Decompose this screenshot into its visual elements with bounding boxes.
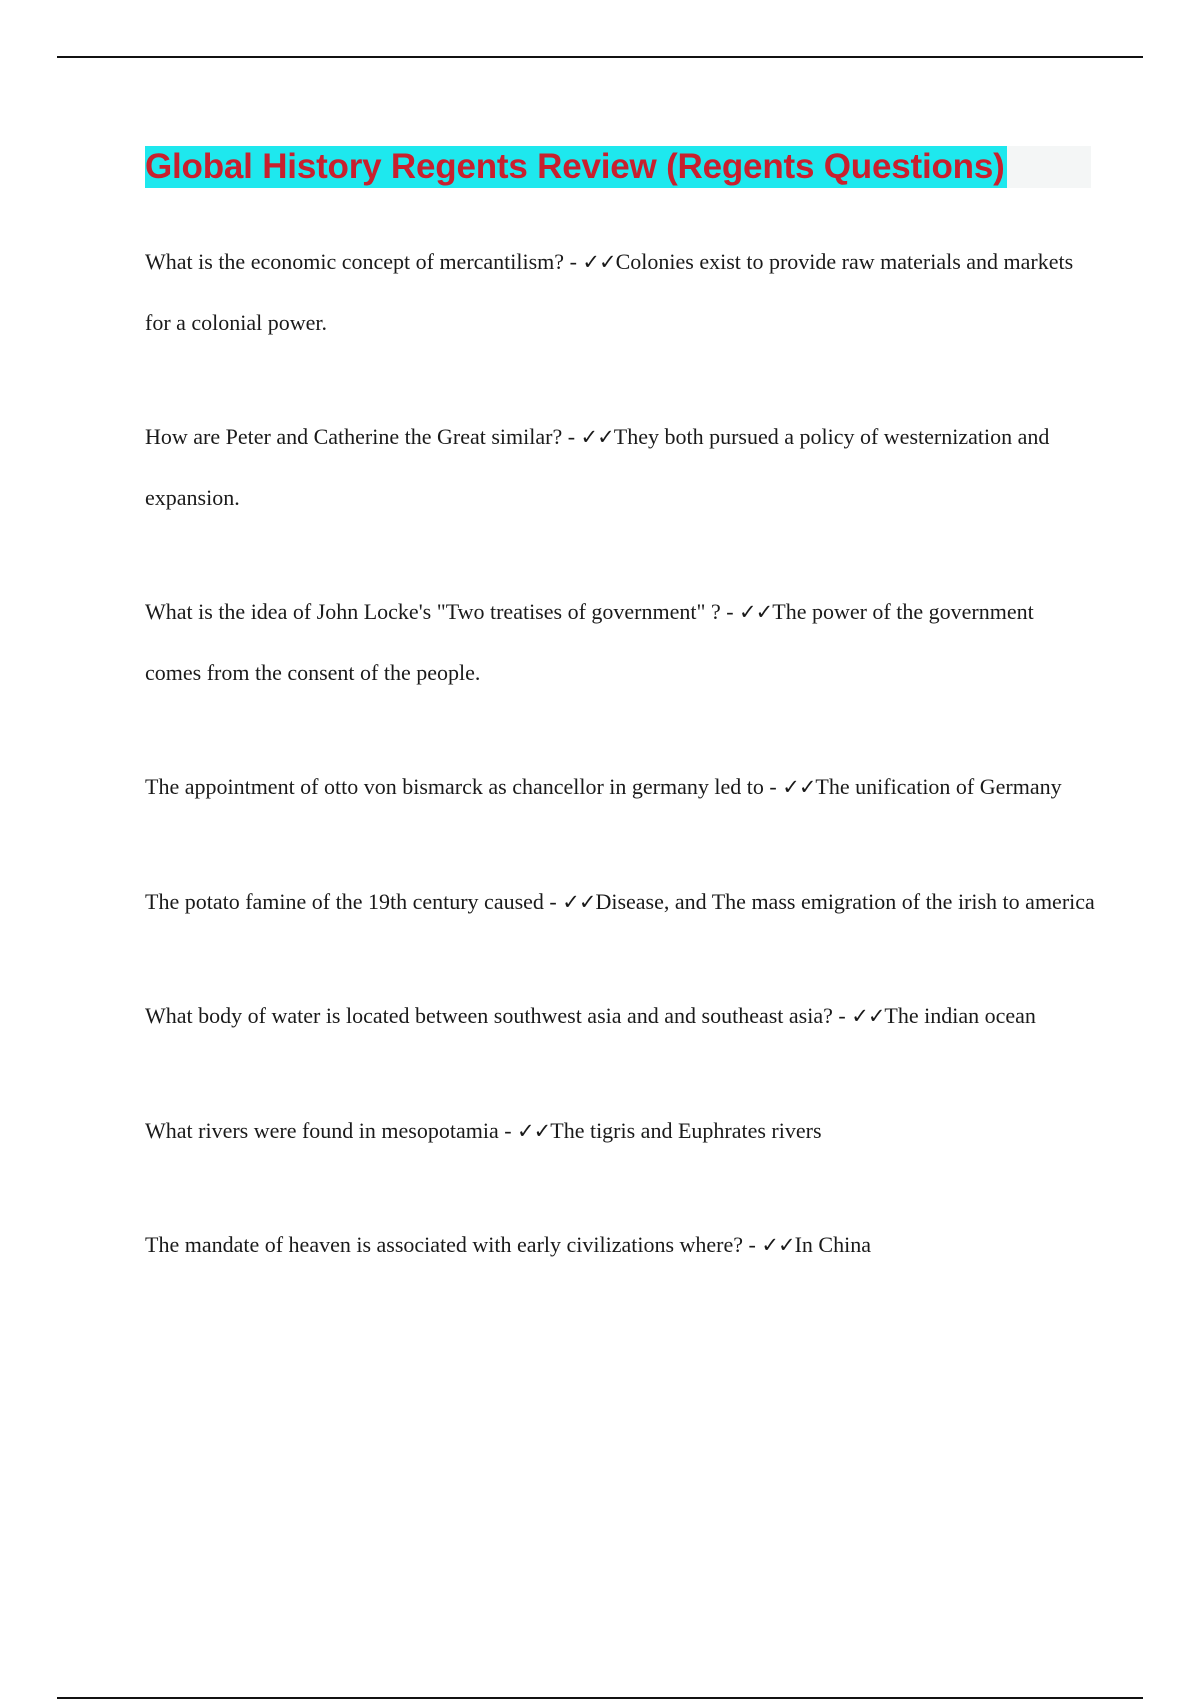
question-text: What body of water is located between southwest asia and and southeast asia? -: [145, 1003, 852, 1028]
answer-text: The tigris and Euphrates rivers: [550, 1117, 822, 1143]
document-title: Global History Regents Review (Regents Questions): [145, 147, 1005, 186]
check-icon: ✓✓: [761, 1233, 795, 1257]
check-icon: ✓✓: [582, 250, 616, 274]
qa-item: [145, 1215, 1095, 1276]
check-icon: ✓✓: [580, 425, 614, 449]
answer-text: The unification of Germany: [815, 774, 1062, 799]
answer-text: They both pursued a policy of westernization and expansion.: [145, 424, 1050, 510]
qa-list: [145, 232, 1095, 1330]
qa-item: [145, 872, 1095, 933]
answer-text: In China: [794, 1232, 871, 1257]
question-text: How are Peter and Catherine the Great similar? -: [145, 424, 581, 449]
question-text: The mandate of heaven is associated with early civilizations where? -: [145, 1232, 762, 1257]
qa-item: [145, 232, 1095, 353]
question-text: What rivers were found in mesopotamia -: [145, 1117, 518, 1143]
top-rule: [57, 56, 1143, 58]
check-icon: ✓✓: [739, 600, 773, 624]
check-icon: ✓✓: [562, 889, 596, 914]
qa-item: [145, 986, 1095, 1047]
title-banner: [145, 146, 1091, 188]
qa-item: [145, 1101, 1095, 1162]
qa-item: [145, 582, 1095, 703]
question-text: The appointment of otto von bismarck as chancellor in germany led to -: [145, 774, 783, 799]
answer-text: Colonies exist to provide raw materials and markets for a colonial power.: [145, 249, 1074, 335]
check-icon: ✓✓: [517, 1118, 551, 1143]
qa-item: [145, 757, 1095, 818]
question-text: What is the economic concept of mercantilism? -: [145, 249, 583, 274]
check-icon: ✓✓: [851, 1004, 885, 1028]
bottom-rule: [57, 1697, 1143, 1699]
answer-text: Disease, and The mass emigration of the irish to america: [595, 888, 1095, 914]
qa-item: [145, 407, 1095, 528]
question-text: What is the idea of John Locke's "Two treatises of government" ? -: [145, 599, 740, 624]
question-text: The potato famine of the 19th century caused -: [145, 888, 563, 914]
answer-text: The power of the government comes from the consent of the people.: [145, 599, 1034, 685]
answer-text: The indian ocean: [884, 1003, 1036, 1028]
check-icon: ✓✓: [782, 775, 816, 799]
